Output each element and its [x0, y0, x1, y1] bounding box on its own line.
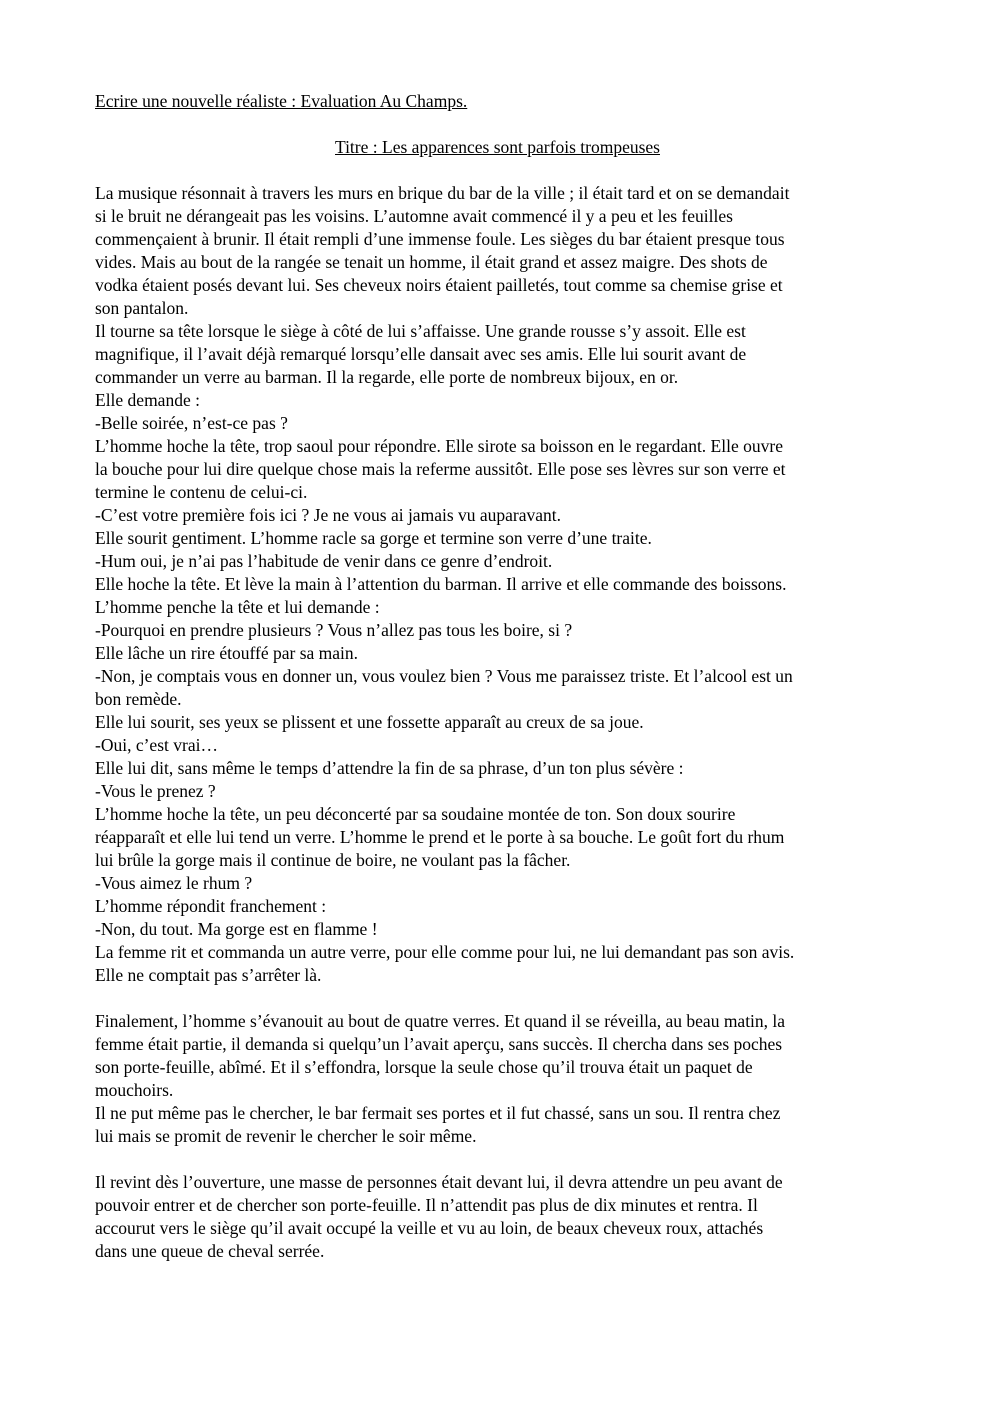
story-body	[95, 182, 900, 1263]
text-line: La femme rit et commanda un autre verre, pour elle comme pour lui, ne lui demandant pas son avis.	[95, 942, 795, 962]
text-line: -Oui, c’est vrai…	[95, 735, 218, 755]
text-line: Elle lâche un rire étouffé par sa main.	[95, 643, 359, 663]
text-line: femme était partie, il demanda si quelqu’un l’avait aperçu, sans succès. Il chercha dans ses poches	[95, 1034, 783, 1054]
text-line: la bouche pour lui dire quelque chose mais la referme aussitôt. Elle pose ses lèvres sur son verre et	[95, 459, 786, 479]
spacer	[95, 159, 900, 182]
document-heading: Ecrire une nouvelle réaliste : Evaluation Au Champs.	[95, 91, 468, 111]
text-line: Il revint dès l’ouverture, une masse de personnes était devant lui, il devra attendre un peu avant de	[95, 1172, 783, 1192]
text-line: pouvoir entrer et de chercher son porte-feuille. Il n’attendit pas plus de dix minutes et rentra. Il	[95, 1195, 758, 1215]
text-line: -Belle soirée, n’est-ce pas ?	[95, 413, 288, 433]
text-line: magnifique, il l’avait déjà remarqué lorsqu’elle dansait avec ses amis. Elle lui sourit avant de	[95, 344, 747, 364]
text-line: L’homme hoche la tête, un peu déconcerté par sa soudaine montée de ton. Son doux sourire	[95, 804, 736, 824]
story-title: Titre : Les apparences sont parfois trompeuses	[335, 137, 660, 157]
text-line: mouchoirs.	[95, 1080, 174, 1100]
text-line: commençaient à brunir. Il était rempli d’une immense foule. Les sièges du bar étaient presque tous	[95, 229, 785, 249]
text-line: termine le contenu de celui-ci.	[95, 482, 308, 502]
text-line: Elle lui dit, sans même le temps d’attendre la fin de sa phrase, d’un ton plus sévère :	[95, 758, 684, 778]
text-line: Elle ne comptait pas s’arrêter là.	[95, 965, 322, 985]
text-line: L’homme répondit franchement :	[95, 896, 327, 916]
text-line: vides. Mais au bout de la rangée se tenait un homme, il était grand et assez maigre. Des shots de	[95, 252, 768, 272]
text-line: -Pourquoi en prendre plusieurs ? Vous n’allez pas tous les boire, si ?	[95, 620, 573, 640]
text-line: son pantalon.	[95, 298, 189, 318]
text-line: dans une queue de cheval serrée.	[95, 1241, 325, 1261]
text-line: réapparaît et elle lui tend un verre. L’homme le prend et le porte à sa bouche. Le goût fort du rhum	[95, 827, 785, 847]
text-line: -Vous le prenez ?	[95, 781, 216, 801]
text-line: bon remède.	[95, 689, 182, 709]
text-line: Il tourne sa tête lorsque le siège à côté de lui s’affaisse. Une grande rousse s’y assoit. Elle est	[95, 321, 746, 341]
text-line: Elle demande :	[95, 390, 200, 410]
text-line: -C’est votre première fois ici ? Je ne vous ai jamais vu auparavant.	[95, 505, 562, 525]
paragraph-spacer	[95, 1148, 900, 1171]
text-line: lui brûle la gorge mais il continue de boire, ne voulant pas la fâcher.	[95, 850, 571, 870]
spacer	[95, 113, 900, 136]
text-line: Elle lui sourit, ses yeux se plissent et une fossette apparaît au creux de sa joue.	[95, 712, 644, 732]
text-line: accourut vers le siège qu’il avait occupé la veille et vu au loin, de beaux cheveux roux, attachés	[95, 1218, 764, 1238]
text-line: La musique résonnait à travers les murs en brique du bar de la ville ; il était tard et on se demandait	[95, 183, 790, 203]
text-line: Il ne put même pas le chercher, le bar fermait ses portes et il fut chassé, sans un sou. Il rentra chez	[95, 1103, 781, 1123]
text-line: vodka étaient posés devant lui. Ses cheveux noirs étaient pailletés, tout comme sa chemise grise et	[95, 275, 783, 295]
text-line: lui mais se promit de revenir le chercher le soir même.	[95, 1126, 477, 1146]
text-line: son porte-feuille, abîmé. Et il s’effondra, lorsque la seule chose qu’il trouva était un paquet de	[95, 1057, 753, 1077]
text-line: L’homme hoche la tête, trop saoul pour répondre. Elle sirote sa boisson en le regardant. Elle ouvre	[95, 436, 783, 456]
text-line: Elle hoche la tête. Et lève la main à l’attention du barman. Il arrive et elle commande des boissons.	[95, 574, 787, 594]
text-line: commander un verre au barman. Il la regarde, elle porte de nombreux bijoux, en or.	[95, 367, 679, 387]
text-line: -Non, du tout. Ma gorge est en flamme !	[95, 919, 378, 939]
paragraph-spacer	[95, 987, 900, 1010]
text-line: -Non, je comptais vous en donner un, vous voulez bien ? Vous me paraissez triste. Et l’alcool est un	[95, 666, 793, 686]
text-line: Finalement, l’homme s’évanouit au bout de quatre verres. Et quand il se réveilla, au beau matin, la	[95, 1011, 786, 1031]
text-line: L’homme penche la tête et lui demande :	[95, 597, 380, 617]
text-line: -Hum oui, je n’ai pas l’habitude de venir dans ce genre d’endroit.	[95, 551, 553, 571]
text-line: si le bruit ne dérangeait pas les voisins. L’automne avait commencé il y a peu et les feuilles	[95, 206, 733, 226]
text-line: Elle sourit gentiment. L’homme racle sa gorge et termine son verre d’une traite.	[95, 528, 652, 548]
text-line: -Vous aimez le rhum ?	[95, 873, 253, 893]
document-page	[95, 90, 900, 1263]
